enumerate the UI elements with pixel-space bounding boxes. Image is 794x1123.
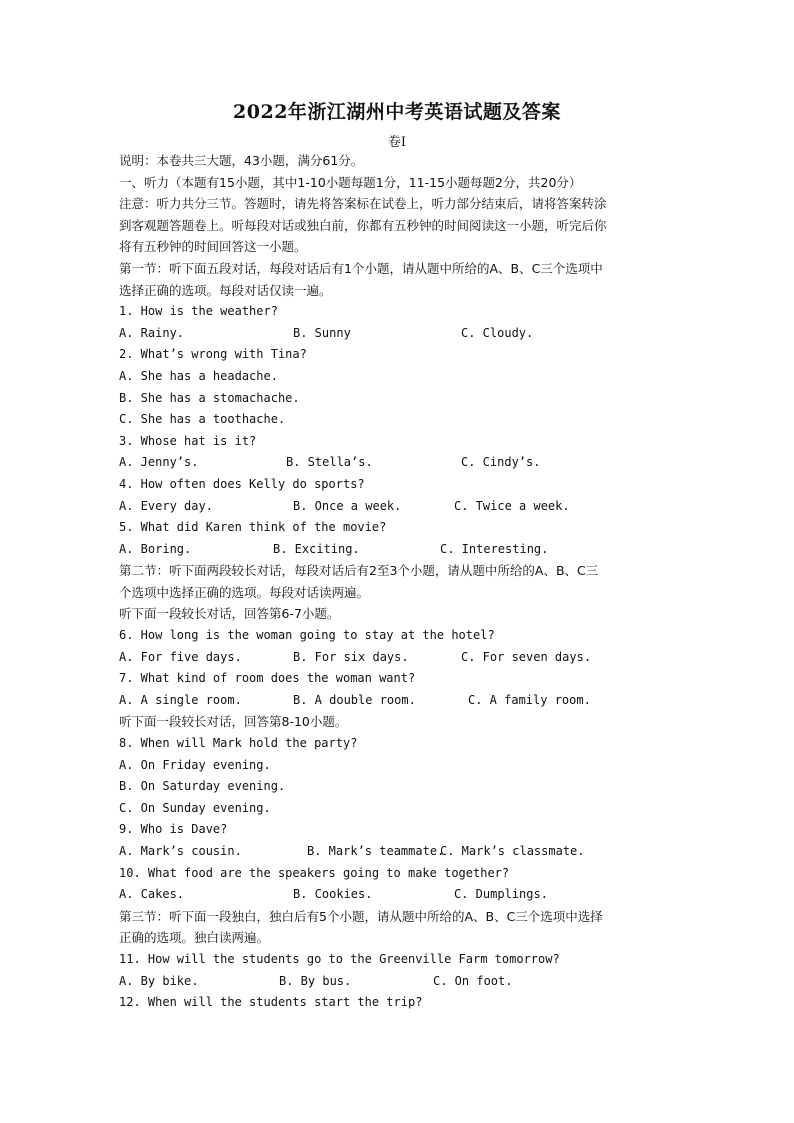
option-b: B. Once a week. [293, 498, 402, 513]
question-stem: 2. What’s wrong with Tina? [119, 347, 307, 362]
paper-label: 卷I [387, 135, 407, 150]
option-a: A. By bike. [119, 973, 199, 988]
option-b: B. Sunny [293, 325, 351, 340]
question-stem: 7. What kind of room does the woman want? [119, 671, 416, 686]
question-stem: 1. How is the weather? [119, 304, 278, 319]
exam-title: 2022年浙江湖州中考英语试题及答案 [233, 101, 561, 123]
part-heading: 选择正确的选项。每段对话仅读一遍。 [119, 282, 332, 298]
option-row [119, 452, 679, 474]
dialog-instruction: 听下面一段较长对话，回答第6-7小题。 [119, 606, 340, 622]
question-stem: 11. How will the students go to the Greenville Farm tomorrow? [119, 951, 560, 966]
option-a: A. Mark’s cousin. [119, 844, 242, 858]
option-row [119, 647, 679, 669]
option-a: A. Jenny’s. [119, 455, 199, 470]
part-heading: 第三节：听下面一段独白，独白后有5个小题，请从题中所给的A、B、C三个选项中选择 [119, 908, 603, 924]
option-c: C. Dumplings. [454, 887, 548, 902]
option-a: A. For five days. [119, 649, 242, 664]
option-b: B. By bus. [279, 973, 352, 988]
option-a: A. On Friday evening. [119, 757, 271, 772]
option-b: B. Cookies. [293, 887, 373, 902]
part-heading: 个选项中选择正确的选项。每段对话读两遍。 [119, 584, 370, 600]
option-row [119, 971, 679, 993]
option-b: B. Exciting. [273, 541, 360, 556]
option-b: B. On Saturday evening. [119, 779, 286, 794]
option-a: A. Every day. [119, 498, 213, 513]
option-c: C. On foot. [433, 973, 513, 988]
option-b: B. A double room. [293, 692, 416, 707]
option-a: A. She has a headache. [119, 368, 278, 383]
option-c: C. Cindy’s. [461, 455, 541, 470]
option-b: B. Stella’s. [286, 455, 373, 470]
question-stem: 8. When will Mark hold the party? [119, 736, 358, 751]
option-c: C. Interesting. [440, 541, 549, 556]
question-stem: 3. Whose hat is it? [119, 433, 257, 448]
option-c: C. Mark’s classmate. [440, 844, 585, 858]
option-a: A. Boring. [119, 541, 192, 556]
option-row [119, 496, 679, 518]
option-c: C. Twice a week. [454, 498, 570, 513]
option-c: C. She has a toothache. [119, 412, 286, 427]
exam-body [119, 150, 679, 1014]
option-c: C. For seven days. [461, 649, 592, 664]
option-a: A. Rainy. [119, 325, 185, 340]
option-row [119, 323, 679, 345]
question-stem: 9. Who is Dave? [119, 822, 228, 837]
listening-note: 将有五秒钟的时间回答这一小题。 [119, 239, 307, 255]
option-b: B. For six days. [293, 649, 409, 664]
option-a: A. Cakes. [119, 887, 185, 902]
exam-instructions: 说明：本卷共三大题，43小题，满分61分。 [119, 153, 364, 168]
option-row [119, 841, 679, 863]
option-c: C. On Sunday evening. [119, 800, 271, 815]
option-row [119, 539, 679, 561]
listening-note: 到客观题答题卷上。听每段对话或独白前，你都有五秒钟的时间阅读这一小题，听完后你 [119, 217, 607, 233]
option-b: B. She has a stomachache. [119, 390, 300, 405]
question-stem: 10. What food are the speakers going to make together? [119, 865, 510, 880]
option-c: C. Cloudy. [461, 325, 534, 340]
option-b: B. Mark’s teammate. [307, 844, 445, 858]
option-row [119, 690, 679, 712]
option-row [119, 884, 679, 906]
part-heading: 第二节：听下面两段较长对话，每段对话后有2至3个小题，请从题中所给的A、B、C三 [119, 563, 599, 579]
question-stem: 5. What did Karen think of the movie? [119, 520, 387, 535]
option-a: A. A single room. [119, 692, 242, 707]
dialog-instruction: 听下面一段较长对话，回答第8-10小题。 [119, 714, 348, 730]
question-stem: 6. How long is the woman going to stay at the hotel? [119, 628, 495, 643]
section-heading: 一、听力（本题有15小题，其中1-10小题每题1分，11-15小题每题2分，共20分） [119, 174, 582, 190]
listening-note: 注意：听力共分三节。答题时，请先将答案标在试卷上，听力部分结束后，请将答案转涂 [119, 196, 607, 212]
part-heading: 第一节：听下面五段对话，每段对话后有1个小题，请从题中所给的A、B、C三个选项中 [119, 260, 603, 276]
part-heading: 正确的选项。独白读两遍。 [119, 930, 270, 946]
question-stem: 4. How often does Kelly do sports? [119, 476, 365, 491]
question-stem: 12. When will the students start the trip? [119, 995, 423, 1010]
option-c: C. A family room. [468, 692, 591, 707]
